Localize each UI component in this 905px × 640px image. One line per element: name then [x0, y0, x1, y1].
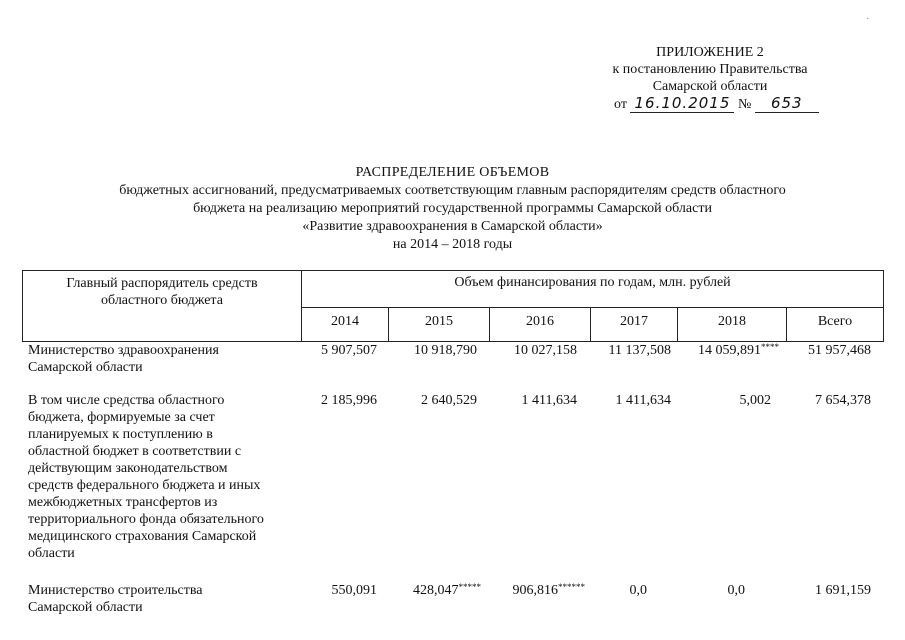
header-main-line-1: Главный распорядитель средств [66, 276, 258, 291]
value-2016: 906,816****** [512, 582, 585, 598]
title-line-4: «Развитие здравоохранения в Самарской области» [302, 219, 603, 234]
value-2014: 550,091 [331, 583, 377, 598]
value-2016: 1 411,634 [521, 393, 577, 408]
footnote-mark: ****** [558, 582, 585, 592]
value-total: 7 654,378 [815, 393, 871, 408]
value-2017: 11 137,508 [608, 343, 671, 358]
value-2017: 0,0 [629, 583, 647, 598]
value-2015: 2 640,529 [421, 393, 477, 408]
value-2018: 5,002 [739, 393, 771, 408]
value-2014: 2 185,996 [321, 393, 377, 408]
value-2017: 1 411,634 [615, 393, 671, 408]
header-main-line-2: областного бюджета [101, 293, 223, 308]
value-2015: 10 918,790 [414, 343, 477, 358]
title-line-2: бюджетных ассигнований, предусматриваемых соответствующим главным распорядителям средств областного [119, 183, 786, 198]
title-line-1: РАСПРЕДЕЛЕНИЕ ОБЪЕМОВ [355, 165, 550, 180]
header-year: 2016 [490, 307, 591, 341]
footnote-mark: **** [761, 342, 779, 352]
value-total: 51 957,468 [808, 343, 871, 358]
appendix-title: ПРИЛОЖЕНИЕ 2 [656, 45, 764, 60]
value-total: 1 691,159 [815, 583, 871, 598]
appendix-line-2: к постановлению Правительства [612, 62, 808, 77]
value-2014: 5 907,507 [321, 343, 377, 358]
header-total: Всего [787, 307, 884, 341]
header-year: 2014 [302, 307, 389, 341]
decree-reference [614, 94, 819, 114]
corner-mark: · [866, 14, 870, 25]
appendix-line-3: Самарской области [652, 79, 768, 94]
value-2018: 0,0 [727, 583, 745, 598]
header-funding-group: Объем финансирования по годам, млн. рублей [302, 271, 884, 308]
header-year: 2017 [591, 307, 678, 341]
row-name: Министерство строительства Самарской области [28, 583, 203, 615]
header-year: 2015 [389, 307, 490, 341]
row-name: В том числе средства областного бюджета, формируемые за счет планируемых к поступлению в областной бюджет в соответствии с действующим законодательством средств федерального бюджета и иных межбюджетных трансфертов из территориального фонда обязательного медицинского страхования Самарской области [28, 393, 264, 561]
title-line-5: на 2014 – 2018 годы [392, 237, 513, 252]
number-label: № [737, 97, 752, 112]
table-header [22, 270, 884, 342]
value-2015: 428,047***** [413, 582, 481, 598]
from-label: от [614, 97, 627, 112]
footnote-mark: ***** [458, 582, 481, 592]
title-line-3: бюджета на реализацию мероприятий государственной программы Самарской области [193, 201, 712, 216]
decree-date: 16.10.2015 [630, 94, 734, 113]
header-main-distributor [23, 271, 302, 342]
value-2018: 14 059,891**** [698, 342, 779, 358]
decree-number: 653 [755, 94, 819, 113]
header-year: 2018 [678, 307, 787, 341]
appendix-block [560, 44, 860, 95]
value-2016: 10 027,158 [514, 343, 577, 358]
document-title [0, 164, 905, 254]
row-name: Министерство здравоохранения Самарской области [28, 343, 219, 375]
